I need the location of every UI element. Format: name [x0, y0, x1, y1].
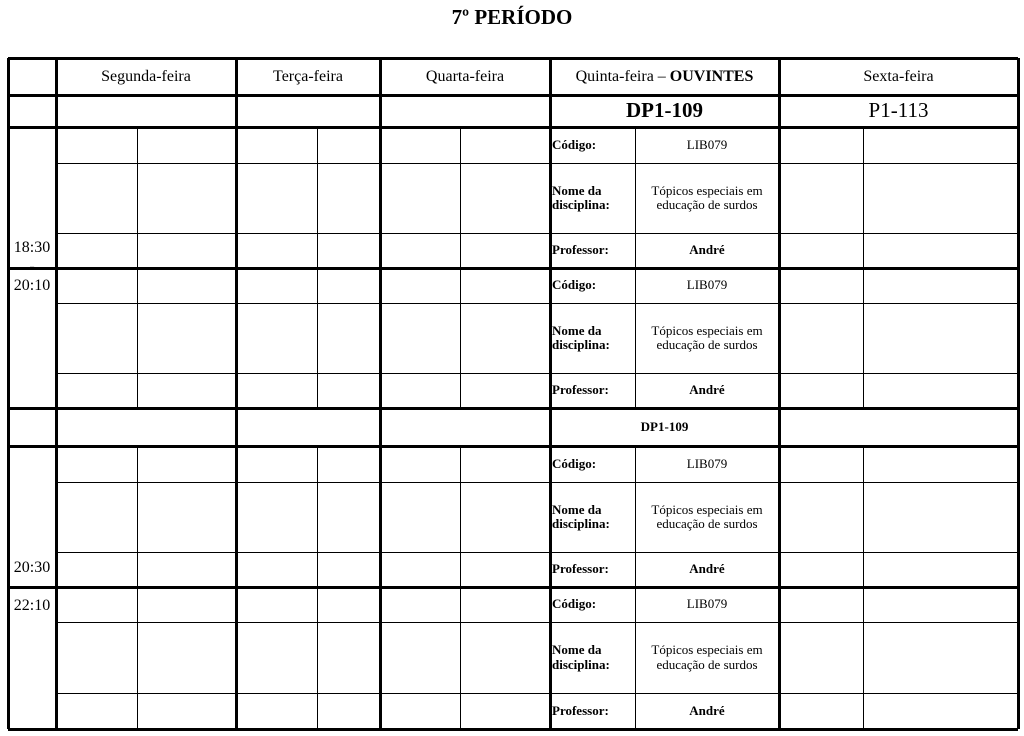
- professor-label: Professor:: [552, 561, 609, 577]
- day-header-1: [56, 58, 236, 95]
- day-header-2: [236, 58, 380, 95]
- professor-label: Professor:: [552, 242, 609, 258]
- room-thursday-middle: DP1-109: [640, 418, 689, 434]
- codigo-label: Código:: [552, 136, 597, 152]
- thick-row-line: [8, 445, 1018, 448]
- thin-column-line: [863, 446, 864, 729]
- nome-label-line: disciplina:: [552, 656, 610, 672]
- time-sep: -: [29, 258, 35, 276]
- professor-value: André: [689, 242, 725, 258]
- professor-value: André: [689, 702, 725, 718]
- thick-column-line: [1017, 58, 1020, 729]
- nome-label-line: Nome da: [552, 182, 602, 198]
- time-start: 20:30: [13, 559, 51, 577]
- nome-label-line: disciplina:: [552, 337, 610, 352]
- time-sep: -: [29, 578, 35, 596]
- professor-label: Professor:: [552, 702, 609, 718]
- professor-label: Professor:: [552, 382, 609, 398]
- day-label-strong: OUVINTES: [669, 67, 754, 85]
- nome-value-line: educação de surdos: [656, 337, 758, 352]
- codigo-value: LIB079: [686, 455, 728, 471]
- codigo-value: LIB079: [686, 277, 728, 293]
- nome-value-line: Tópicos especiais em: [651, 501, 763, 517]
- thin-row-line: [56, 163, 1018, 164]
- nome-label: [552, 163, 634, 233]
- thin-row-line: [56, 233, 1018, 234]
- time-start: 18:30: [13, 239, 51, 257]
- thin-column-line: [317, 446, 318, 729]
- nome-label: [552, 303, 634, 373]
- nome-label: [552, 622, 634, 693]
- codigo-label: Código:: [552, 596, 597, 612]
- page-title: 7º PERÍODO: [451, 5, 573, 29]
- thick-row-line: [8, 407, 1018, 410]
- nome-value: [635, 622, 779, 693]
- thin-column-line: [863, 127, 864, 408]
- codigo-value: LIB079: [686, 136, 728, 152]
- day-header-3: [380, 58, 550, 95]
- day-label: Segunda-feira: [101, 67, 191, 85]
- nome-value: [635, 303, 779, 373]
- nome-value-line: educação de surdos: [656, 516, 758, 531]
- nome-value: [635, 482, 779, 552]
- thin-row-line: [56, 552, 1018, 553]
- time-slot-2: [8, 446, 56, 729]
- thin-row-line: [56, 303, 1018, 304]
- nome-value-line: educação de surdos: [656, 656, 758, 672]
- professor-value: André: [689, 382, 725, 398]
- codigo-label: Código:: [552, 277, 597, 293]
- room-friday: P1-113: [868, 98, 929, 123]
- nome-value: [635, 163, 779, 233]
- nome-label-line: Nome da: [552, 322, 602, 338]
- nome-value-line: Tópicos especiais em: [651, 642, 763, 658]
- time-slot-1: [8, 127, 56, 408]
- thick-row-line: [8, 586, 1018, 589]
- day-label: Terça-feira: [273, 67, 343, 85]
- day-label: Quarta-feira: [425, 67, 505, 85]
- nome-value-line: Tópicos especiais em: [651, 322, 763, 338]
- professor-value: André: [689, 561, 725, 577]
- thick-column-line: [379, 58, 382, 729]
- thin-row-line: [56, 693, 1018, 694]
- thick-column-line: [235, 58, 238, 729]
- thin-column-line: [137, 127, 138, 408]
- thin-row-line: [56, 622, 1018, 623]
- day-label: Sexta-feira: [863, 67, 934, 85]
- room-thursday: DP1-109: [626, 98, 703, 123]
- nome-label-line: Nome da: [552, 501, 602, 517]
- thin-column-line: [317, 127, 318, 408]
- nome-label-line: disciplina:: [552, 516, 610, 531]
- codigo-value: LIB079: [686, 596, 728, 612]
- thick-row-line: [8, 728, 1018, 731]
- thick-row-line: [8, 267, 1018, 270]
- time-end: 20:10: [13, 276, 51, 294]
- thin-column-line: [460, 446, 461, 729]
- nome-label-line: Nome da: [552, 642, 602, 658]
- day-header-5: [779, 58, 1018, 95]
- thin-column-line: [137, 446, 138, 729]
- thin-column-line: [460, 127, 461, 408]
- time-end: 22:10: [13, 596, 51, 614]
- day-label: Quinta-feira –: [575, 67, 670, 85]
- nome-value-line: educação de surdos: [656, 197, 758, 212]
- nome-value-line: Tópicos especiais em: [651, 182, 763, 198]
- nome-label: [552, 482, 634, 552]
- day-header-4: [550, 58, 779, 95]
- thin-row-line: [56, 482, 1018, 483]
- thin-row-line: [56, 373, 1018, 374]
- nome-label-line: disciplina:: [552, 197, 610, 212]
- codigo-label: Código:: [552, 455, 597, 471]
